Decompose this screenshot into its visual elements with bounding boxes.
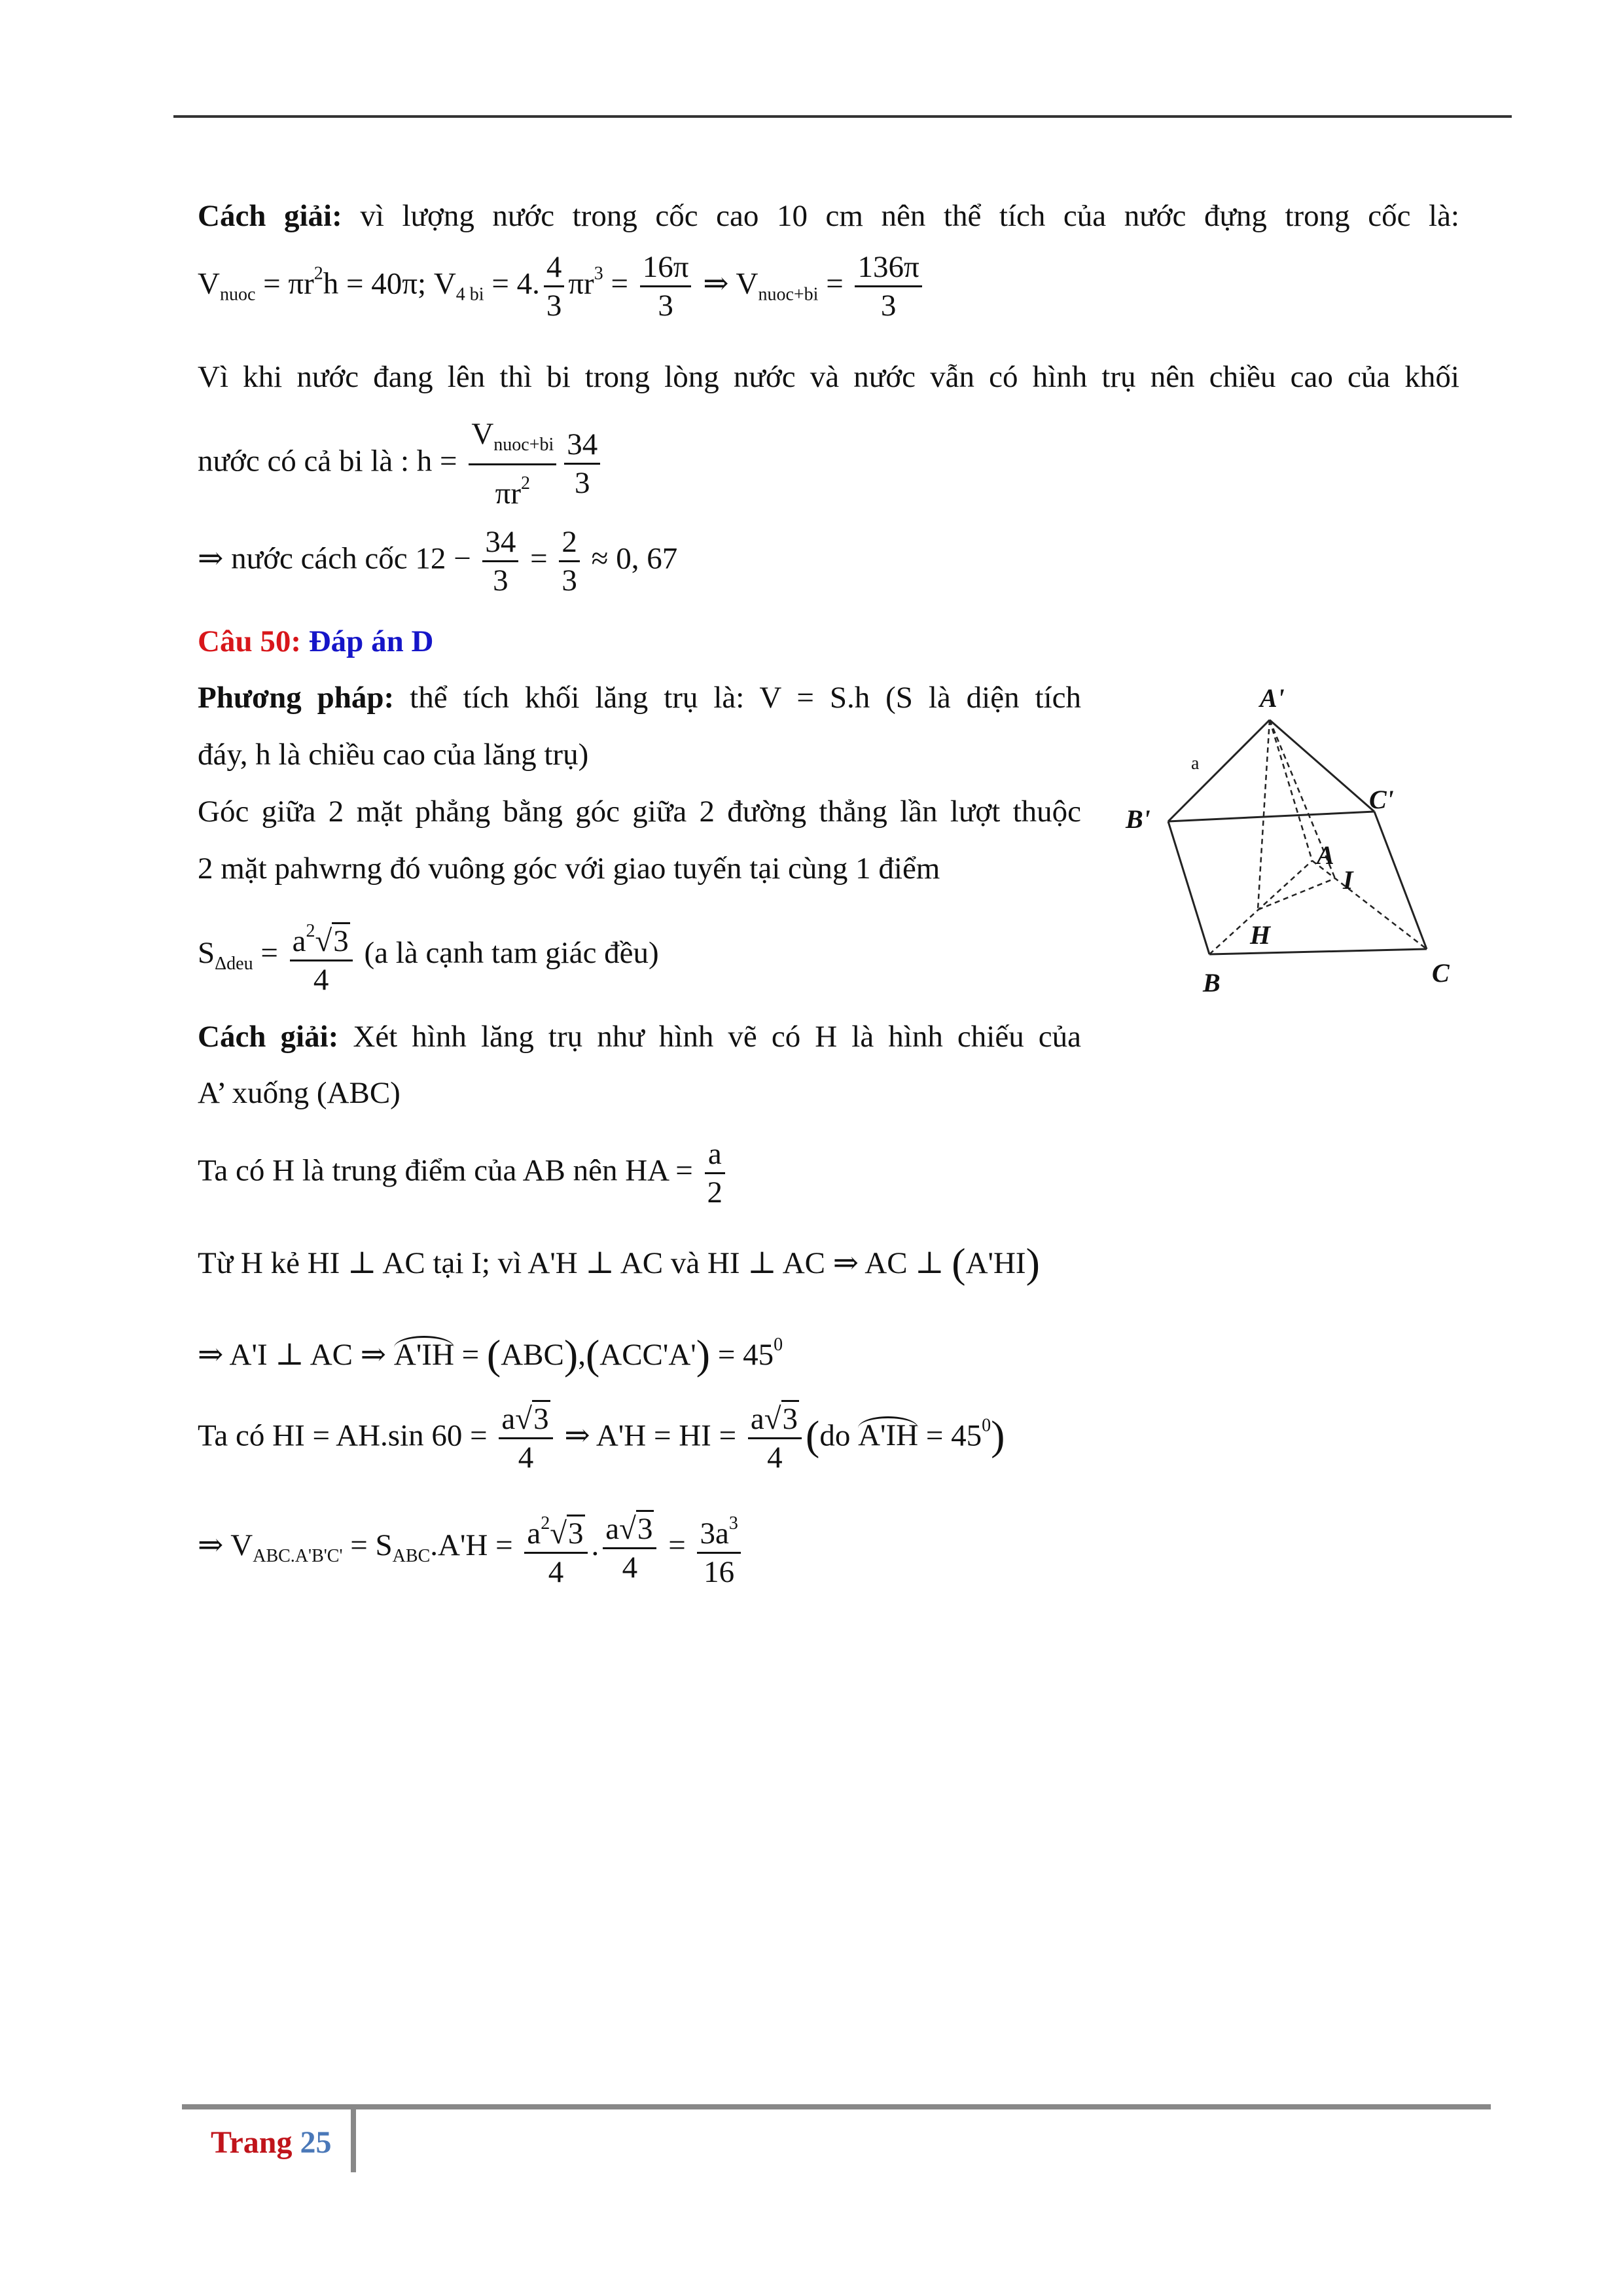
sq: 2 (313, 263, 323, 284)
frac-v-pir2: $\frac{V_{nuoc+bi}}{\pi r^2}$ (469, 416, 556, 512)
pi-r: πr (568, 266, 594, 301)
solution-line-4: nước có cả bi là : h = $\frac{V_{nuoc+bi}}{\pi r^2}$ $\frac{34}{3}$ (198, 416, 604, 512)
eq1: = πr (255, 266, 314, 301)
ha-line: Ta có H là trung điểm của AB nên HA = $\frac{a}{2}$ (198, 1136, 729, 1211)
angle-line-2: 2 mặt pahwrng đó vuông góc với giao tuyến tại cùng 1 điểm (198, 852, 940, 886)
solution-line-5: ⇒ nước cách cốc 12 − $\frac{34}{3}$ = $\frac{2}{3}$ ≈ 0, 67 (198, 525, 678, 598)
label-B: B (1203, 968, 1221, 997)
prism-diagram (1113, 681, 1453, 1021)
question-50-header (198, 622, 433, 661)
footer-label: Trang (211, 2125, 293, 2160)
eq4: = (818, 266, 851, 301)
hi-line: Từ H kẻ HI ⊥ AC tại I; vì A'H ⊥ AC và HI ⊥ AC ⇒ AC ⊥ (A'HI) (198, 1240, 1040, 1286)
label-H: H (1250, 920, 1271, 950)
solution-text: vì lượng nước trong cốc cao 10 cm nên thể tích của nước đựng trong cốc là: (342, 199, 1459, 233)
page-number: 25 (300, 2125, 332, 2160)
edge-Bprime-Cprime (1168, 812, 1374, 821)
method-label: Phương pháp: (198, 681, 395, 715)
footer-rule (182, 2104, 1491, 2109)
angle-line-1: Góc giữa 2 mặt phẳng bằng góc giữa 2 đường thẳng lần lượt thuộc (198, 795, 1081, 829)
v-bi-sub: 4 bi (455, 284, 484, 305)
arrow: ⇒ V (695, 266, 758, 301)
segment-Aprime-H (1258, 720, 1270, 910)
footer-bar (351, 2104, 356, 2172)
hi2-line: Ta có HI = AH.sin 60 = $\frac{a√3}{4}$ ⇒ A'H = HI = $\frac{a√3}{4}$ (do $A'IH = 45^0$) (198, 1401, 1005, 1476)
page-footer (211, 2125, 331, 2161)
edge-Aprime-Bprime (1168, 720, 1270, 821)
solution-line-1 (198, 196, 1459, 236)
frac-136pi-3: $\frac{136\pi}{3}$ (855, 249, 921, 324)
eq1b: h = 40π; V (323, 266, 456, 301)
sol-line-2: A’ xuống (ABC) (198, 1076, 401, 1110)
sol-label: Cách giải: (198, 1020, 339, 1054)
edge-Aprime-Cprime (1270, 720, 1374, 812)
label-Cprime: C' (1369, 785, 1394, 814)
solution-label: Cách giải: (198, 199, 342, 233)
solution-line-3: Vì khi nước đang lên thì bi trong lòng nước và nước vẫn có hình trụ nên chiều cao của khối (198, 360, 1459, 394)
question-label: Câu 50: (198, 624, 301, 658)
edge-Aprime-A (1270, 720, 1312, 861)
volume-line: ⇒ $V_{ABC.A'B'C'} = S_{ABC}.A'H$ = $\frac{a^2√3}{4}$ . $\frac{a√3}{4}$ = $\frac{3a^3}{16}$ (198, 1505, 745, 1590)
ai-line: ⇒ A'I ⊥ AC ⇒ $A'IH = (ABC),(ACC'A') = 45^0$ (198, 1331, 783, 1378)
eq3: = (603, 266, 636, 301)
edge-Bprime-B (1168, 821, 1209, 954)
frac-34-3: $\frac{34}{3}$ (564, 426, 600, 501)
segment-H-I (1258, 878, 1335, 910)
edge-B-C (1209, 949, 1427, 954)
v-water: V (198, 266, 220, 301)
cube: 3 (594, 263, 603, 284)
sol-line-1: Cách giải: Xét hình lăng trụ như hình vẽ có H là hình chiếu của (198, 1020, 1081, 1054)
method-line-2: đáy, h là chiều cao của lăng trụ) (198, 738, 589, 772)
label-I: I (1343, 865, 1353, 895)
label-Aprime: A' (1260, 683, 1285, 713)
frac-16pi-3: $\frac{16\pi}{3}$ (640, 249, 692, 324)
header-rule (173, 115, 1512, 118)
v-water-sub: nuoc (219, 284, 256, 305)
label-a: a (1191, 753, 1200, 774)
method-line-1: Phương pháp: thể tích khối lăng trụ là: V = S.h (S là diện tích (198, 681, 1081, 715)
label-C: C (1432, 958, 1450, 988)
eq2: = 4. (484, 266, 540, 301)
answer-label: Đáp án D (308, 624, 434, 658)
total-sub: nuoc+bi (758, 284, 819, 305)
frac-4-3: $\frac{4}{3}$ (544, 249, 565, 324)
area-formula: $S_{\Delta deu}$ = $\frac{a^2√3}{4}$ (a là cạnh tam giác đều) (198, 913, 659, 998)
label-Bprime: B' (1126, 804, 1150, 834)
formula-volumes (198, 249, 926, 324)
label-A: A (1317, 840, 1334, 870)
